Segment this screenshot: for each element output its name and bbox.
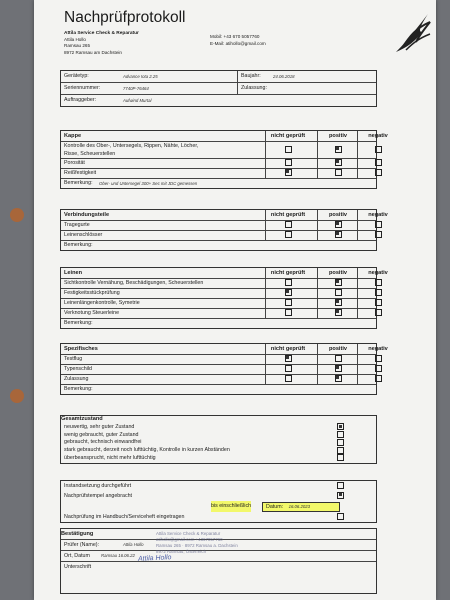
- col-positiv: positiv: [328, 270, 348, 276]
- checkbox-positiv[interactable]: [335, 146, 342, 153]
- checkbox-negativ[interactable]: [375, 365, 382, 372]
- checkbox-nicht-geprueft[interactable]: [285, 159, 292, 166]
- checkbox-nicht-geprueft[interactable]: [285, 309, 292, 316]
- checkbox-nicht-geprueft[interactable]: [285, 289, 292, 296]
- checkbox-zustand[interactable]: [337, 447, 344, 454]
- check-row: Testflug: [61, 354, 376, 364]
- section-spezifisches: [60, 343, 388, 395]
- checkbox-negativ[interactable]: [375, 146, 382, 153]
- check-row: Festigkeitsstückprüfung: [61, 288, 376, 298]
- pruefer-value: Attila Hollo: [123, 542, 144, 547]
- checkbox-positiv[interactable]: [335, 279, 342, 286]
- checkbox-nicht-geprueft[interactable]: [285, 365, 292, 372]
- section-kappe: [60, 130, 388, 189]
- checkbox-positiv[interactable]: [335, 375, 342, 382]
- checkbox-nicht-geprueft[interactable]: [285, 355, 292, 362]
- auftraggeber-value: Aufwind Murtal: [123, 98, 152, 103]
- checkbox-negativ[interactable]: [375, 159, 382, 166]
- checkbox-negativ[interactable]: [375, 289, 382, 296]
- col-nicht-geprueft: nicht geprüft: [270, 346, 306, 352]
- checkbox-nicht-geprueft[interactable]: [285, 299, 292, 306]
- col-nicht-geprueft: nicht geprüft: [270, 270, 306, 276]
- checkbox-positiv[interactable]: [335, 355, 342, 362]
- punch-hole-top: [10, 208, 24, 222]
- checkbox-positiv[interactable]: [335, 231, 342, 238]
- section-title: Kappe: [64, 133, 82, 139]
- checkbox-positiv[interactable]: [335, 309, 342, 316]
- ort-datum-value: Ramsau 16.06.22: [101, 553, 135, 558]
- checkbox-negativ[interactable]: [375, 279, 382, 286]
- section-instandsetzung: Instandsetzung durchgeführt Nachprüfstempel angebracht bis einschließlich Datum: 16.06.2023 Nachprüfung im Handbuch/Serviceheft eingetragen: [60, 480, 377, 523]
- bemerkung-value: Ober- und Untersegel 300+ Sec mit JDC gemessen: [99, 181, 198, 186]
- checkbox-nicht-geprueft[interactable]: [285, 221, 292, 228]
- checkbox-positiv[interactable]: [335, 299, 342, 306]
- checkbox-negativ[interactable]: [375, 375, 382, 382]
- checkbox-positiv[interactable]: [335, 221, 342, 228]
- col-nicht-geprueft: nicht geprüft: [270, 212, 306, 218]
- checkbox-instandsetzung[interactable]: [337, 482, 344, 489]
- section-title: Leinen: [64, 270, 83, 276]
- bis-einschliesslich-label: bis einschließlich: [211, 501, 251, 512]
- checkbox-negativ[interactable]: [375, 169, 382, 176]
- signature: Attila Hollo: [137, 554, 172, 563]
- checkbox-zustand[interactable]: [337, 439, 344, 446]
- check-row: Sichtkontrolle Vernähung, Beschädigungen, Scheuerstellen: [61, 278, 376, 288]
- checkbox-nicht-geprueft[interactable]: [285, 375, 292, 382]
- bemerkung-label: Bemerkung:: [64, 242, 93, 248]
- check-row: Tragegurte: [61, 220, 376, 230]
- zustand-option: gebraucht, technisch einwandfrei: [61, 439, 376, 447]
- check-row: Porosität: [61, 158, 376, 168]
- checkbox-negativ[interactable]: [375, 231, 382, 238]
- zustand-option: neuwertig, sehr guter Zustand: [61, 424, 376, 432]
- checkbox-negativ[interactable]: [375, 221, 382, 228]
- section-bestaetigung: Bestätigung Prüfer (Name): Attila Hollo Ort, Datum Ramsau 16.06.22 Unterschrift: [60, 528, 377, 594]
- section-title: Spezifisches: [64, 346, 98, 352]
- geraetetyp-value: Advance Iota 2.25: [123, 74, 158, 79]
- checkbox-zustand[interactable]: [337, 423, 344, 430]
- bemerkung-label: Bemerkung:: [64, 320, 93, 326]
- col-negativ: negativ: [368, 212, 388, 218]
- col-negativ: negativ: [368, 270, 388, 276]
- check-row: Kontrolle des Ober-, Untersegels, Rippen, Nähte, Löcher, Risse, Scheuerstellen: [61, 141, 376, 158]
- checkbox-negativ[interactable]: [375, 355, 382, 362]
- section-leinen: [60, 267, 388, 329]
- checkbox-nicht-geprueft[interactable]: [285, 231, 292, 238]
- check-row: Leinenlängenkontrolle, Symetrie: [61, 298, 376, 308]
- checkbox-negativ[interactable]: [375, 299, 382, 306]
- punch-hole-bottom: [10, 389, 24, 403]
- company-address: Attila Service Check & Reparatur Attila Hollo Ramsau 265 8972 Ramsau am Dachstein: [64, 31, 139, 55]
- checkbox-positiv[interactable]: [335, 365, 342, 372]
- checkbox-nicht-geprueft[interactable]: [285, 146, 292, 153]
- section-gesamtzustand: [60, 415, 377, 464]
- gesamtzustand-title: Gesamtzustand: [61, 416, 103, 422]
- bestaetigung-title: Bestätigung: [61, 531, 94, 537]
- document-page: [34, 0, 436, 600]
- section-verbindungsteile: [60, 209, 388, 251]
- col-positiv: positiv: [328, 212, 348, 218]
- checkbox-nicht-geprueft[interactable]: [285, 279, 292, 286]
- check-row: Verknotung Steuerleine: [61, 308, 376, 318]
- col-nicht-geprueft: nicht geprüft: [270, 133, 306, 139]
- checkbox-positiv[interactable]: [335, 169, 342, 176]
- col-positiv: positiv: [328, 133, 348, 139]
- page-title: Nachprüfprotokoll: [64, 9, 186, 26]
- col-negativ: negativ: [368, 346, 388, 352]
- eagle-logo: [392, 12, 432, 56]
- bemerkung-label: Bemerkung:: [64, 386, 93, 392]
- checkbox-zustand[interactable]: [337, 431, 344, 438]
- check-row: Leinenschlösser: [61, 230, 376, 240]
- zustand-option: stark gebraucht, derzeit noch lufttüchtig, Kontrolle in kurzen Abständen: [61, 447, 376, 455]
- bemerkung-label: Bemerkung:: [64, 180, 93, 186]
- checkbox-negativ[interactable]: [375, 309, 382, 316]
- baujahr-value: 24.06.2018: [273, 74, 295, 79]
- zustand-option: überbeansprucht, nicht mehr lufttüchtig: [61, 455, 376, 463]
- company-stamp: Attila Service Check & Reparatur atihollo@gmail.com +4367057760 Ramsau 265 · 8972 Ramsau a. Dachstein 8972 Ramsau, Österreich: [156, 531, 238, 554]
- col-positiv: positiv: [328, 346, 348, 352]
- check-row: Zulassung: [61, 374, 376, 384]
- checkbox-positiv[interactable]: [335, 289, 342, 296]
- device-info: Gerätetyp: Advance Iota 2.25 Baujahr: 24.06.2018 Seriennummer: 7740P-76464 Zulassung: Auftraggeber: Aufwind Murtal: [60, 70, 377, 107]
- checkbox-nachpruefstempel[interactable]: [337, 492, 344, 499]
- checkbox-zustand[interactable]: [337, 454, 344, 461]
- checkbox-nicht-geprueft[interactable]: [285, 169, 292, 176]
- serien-value: 7740P-76464: [123, 86, 149, 91]
- section-title: Verbindungsteile: [64, 212, 110, 218]
- checkbox-positiv[interactable]: [335, 159, 342, 166]
- datum-value: 16.06.2023: [288, 504, 311, 509]
- checkbox-serviceheft[interactable]: [337, 513, 344, 520]
- check-row: Reißfestigkeit: [61, 168, 376, 178]
- contact-info: Mobil: +43 670 5057760 E-Mail: atihollo@gmail.com: [210, 34, 266, 46]
- col-negativ: negativ: [368, 133, 388, 139]
- check-row: Typenschild: [61, 364, 376, 374]
- zustand-option: wenig gebraucht, guter Zustand: [61, 432, 376, 440]
